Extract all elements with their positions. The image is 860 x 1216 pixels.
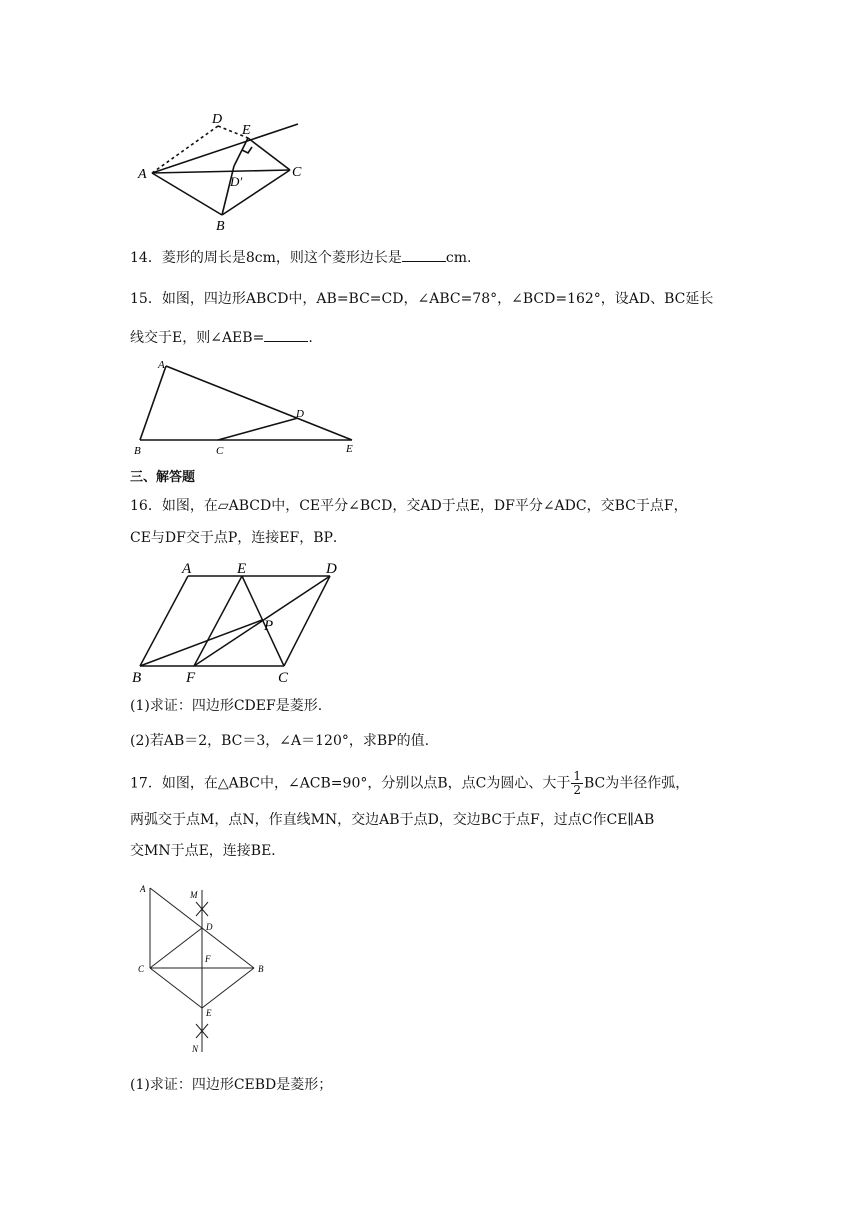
- label-M: M: [190, 890, 198, 900]
- label-B: B: [216, 219, 225, 234]
- label-C: C: [216, 445, 224, 457]
- label-E: E: [242, 123, 251, 138]
- question-17-line2: [130, 810, 654, 830]
- label-N: N: [192, 1044, 199, 1054]
- question-text: 如图，在▱ABCD中，CE平分∠BCD，交AD于点E，DF平分∠ADC，交BC于点F，: [161, 498, 688, 514]
- label-B: B: [132, 670, 142, 686]
- segment-EB: [202, 968, 254, 1008]
- segment-CD: [150, 928, 202, 968]
- question-text: 如图，四边形ABCD中，AB=BC=CD，∠ABC=78°，∠BCD=162°，设AD、BC延长: [161, 291, 714, 307]
- question-14: [130, 247, 471, 268]
- label-D: D: [206, 922, 213, 932]
- segment-EF: [194, 576, 242, 666]
- label-C: C: [138, 964, 145, 974]
- ray-AE: [152, 124, 298, 173]
- label-E: E: [206, 1008, 212, 1018]
- segment-CD: [284, 576, 330, 666]
- label-A: A: [182, 561, 192, 577]
- figure-q15: [128, 356, 368, 458]
- answer-blank: [402, 247, 446, 262]
- label-A: A: [158, 359, 165, 371]
- label-C: C: [292, 165, 302, 180]
- question-text: CE与DF交于点P，连接EF，BP．: [130, 530, 347, 546]
- fraction-one-half: [571, 770, 583, 797]
- label-D-prime: D′: [230, 174, 243, 189]
- figure-q16: [128, 558, 348, 686]
- label-B: B: [258, 964, 264, 974]
- label-A: A: [138, 167, 147, 182]
- segment-EC: [248, 138, 290, 170]
- question-17-line3: [130, 841, 285, 861]
- segment-BP: [140, 620, 262, 666]
- label-E: E: [346, 443, 353, 455]
- label-P: P: [264, 618, 274, 634]
- question-text: 两弧交于点M，点N，作直线MN，交边AB于点D，交边BC于点F，过点C作CE∥AB: [130, 812, 655, 828]
- segment-AB: [140, 366, 166, 440]
- label-D: D: [212, 112, 223, 127]
- figure-q13: [130, 108, 310, 238]
- question-number: 16．: [130, 498, 162, 514]
- segment-AB: [152, 173, 222, 215]
- question-15-line1: [130, 289, 713, 309]
- question-number: 14．: [130, 250, 162, 266]
- question-16-line1: [130, 496, 688, 516]
- fraction-denominator: 2: [573, 783, 581, 797]
- question-16-line2: [130, 528, 347, 548]
- segment-CE: [150, 968, 202, 1008]
- question-number: 17．: [130, 775, 162, 792]
- question-text: 线交于E，则∠AEB=: [130, 330, 265, 346]
- question-number: 15．: [130, 291, 162, 307]
- label-C: C: [278, 670, 289, 686]
- segment-AD-dashed: [152, 126, 218, 173]
- fraction-numerator: 1: [573, 769, 581, 783]
- answer-blank: [264, 327, 308, 342]
- segment-CD: [218, 418, 298, 440]
- question-16-part1: (1)求证：四边形CDEF是菱形.: [130, 698, 323, 714]
- question-text: 菱形的周长是8cm，则这个菱形边长是: [161, 250, 402, 266]
- question-15-line2: [130, 327, 313, 348]
- label-B: B: [134, 445, 141, 457]
- label-D: D: [326, 561, 337, 577]
- segment-AC: [152, 170, 290, 173]
- segment-DF: [194, 576, 330, 666]
- question-17-part1: (1)求证：四边形CEBD是菱形；: [130, 1077, 333, 1093]
- segment-AB: [140, 576, 188, 666]
- question-16-part2: (2)若AB＝2，BC＝3，∠A＝120°，求BP的值.: [130, 733, 430, 749]
- period: .: [308, 330, 313, 346]
- question-text: BC为半径作弧，: [584, 775, 690, 792]
- period: .: [466, 250, 472, 266]
- label-D: D: [296, 408, 304, 420]
- label-A: A: [140, 884, 146, 894]
- unit: cm: [445, 250, 467, 266]
- question-text: 如图，在△ABC中，∠ACB=90°，分别以点B，点C为圆心、大于: [161, 775, 571, 792]
- label-F: F: [205, 954, 211, 964]
- section-heading: 三、解答题: [130, 470, 196, 485]
- label-F: F: [186, 670, 196, 686]
- question-17-line1: [130, 770, 689, 797]
- question-text: 交MN于点E，连接BE．: [130, 843, 286, 859]
- label-E: E: [237, 561, 247, 577]
- figure-q17: [134, 882, 274, 1057]
